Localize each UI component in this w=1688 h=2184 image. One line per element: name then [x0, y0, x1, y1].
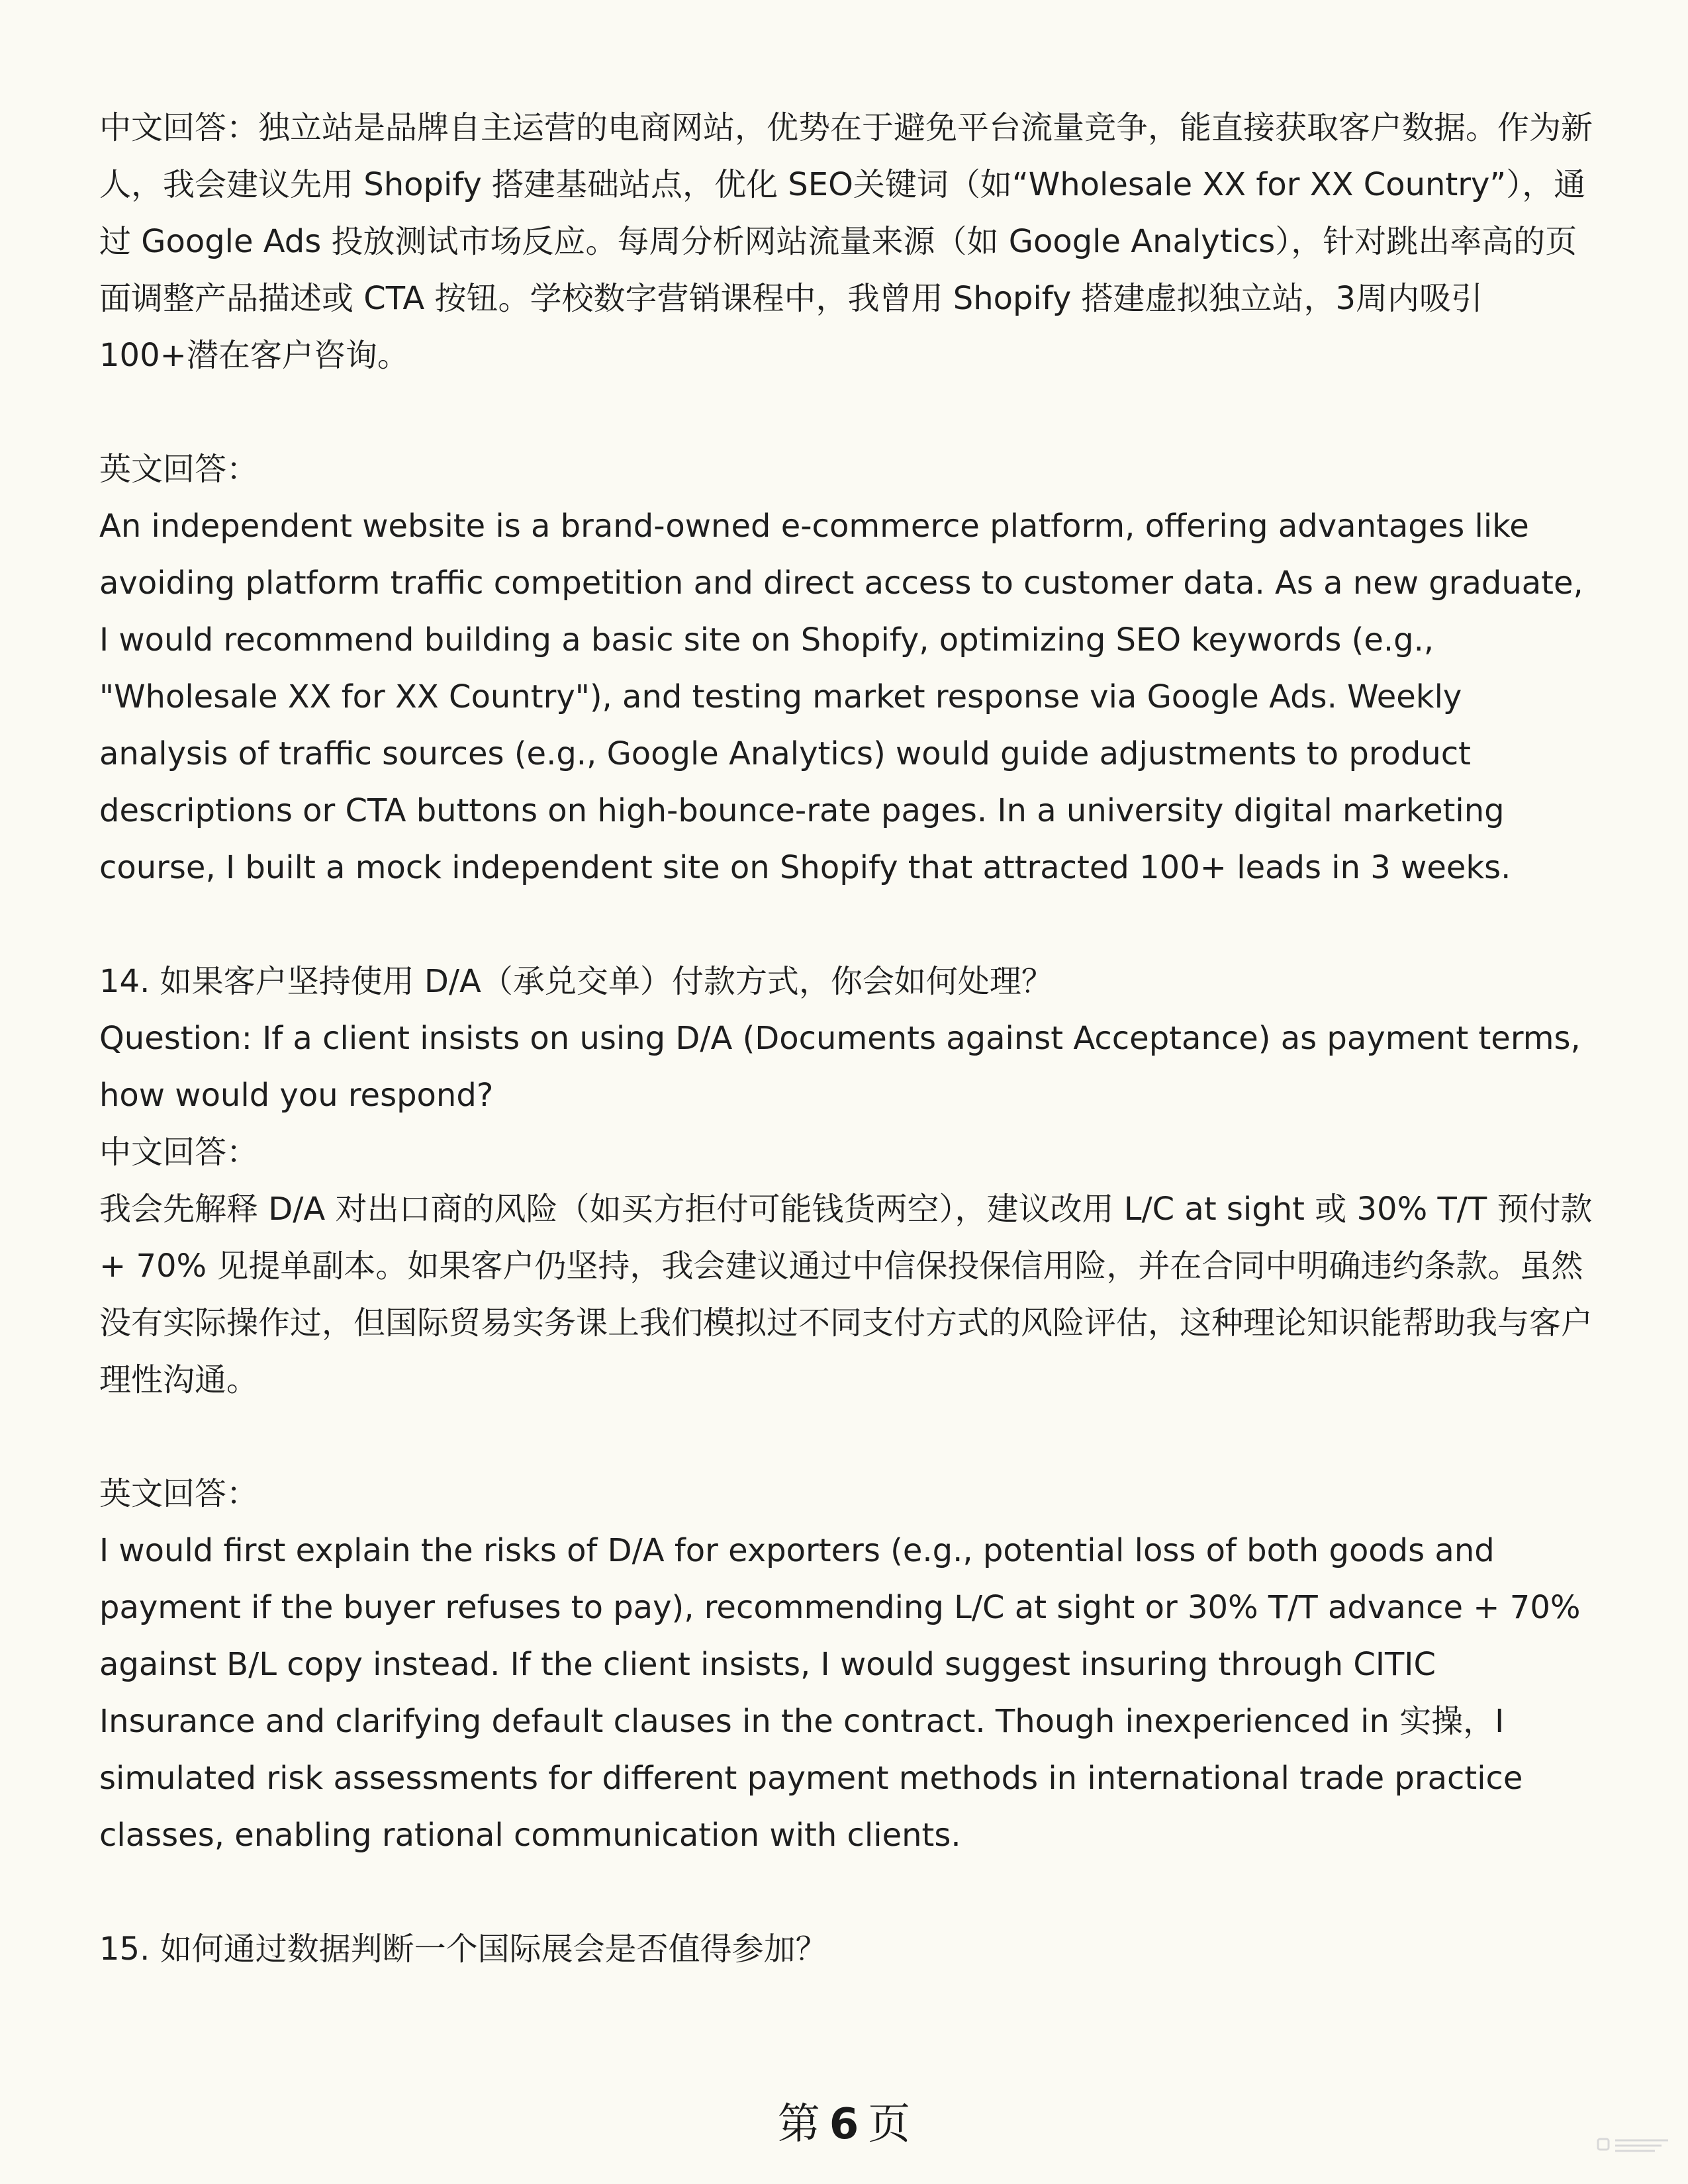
answer-en-label-13: 英文回答：	[99, 451, 259, 488]
answer-cn-13: 中文回答：独立站是品牌自主运营的电商网站，优势在于避免平台流量竞争，能直接获取客户数据。作为新人，我会建议先用 Shopify 搭建基础站点，优化 SEO关键词（如“Wholesale XX for XX Country”），通过 Google Ads 投放测试市场反应。每周分析网站流量来源（如 Google Analytics），针对跳出率高的页面调整产品描述或 CTA 按钮。学校数字营销课程中，我曾用 Shopify 搭建虚拟独立站，3周内吸引100+潜在客户咨询。	[99, 109, 1593, 374]
page-number: 6	[829, 2100, 859, 2149]
answer-en-label-14: 英文回答：	[99, 1475, 259, 1512]
answer-cn-14: 我会先解释 D/A 对出口商的风险（如买方拒付可能钱货两空），建议改用 L/C at sight 或 30% T/T 预付款 + 70% 见提单副本。如果客户仍坚持，我会建议通过中信保投保信用险，并在合同中明确违约条款。虽然没有实际操作过，但国际贸易实务课上我们模拟过不同支付方式的风险评估，这种理论知识能帮助我与客户理性沟通。	[99, 1191, 1593, 1398]
paragraph-gap	[99, 1408, 1595, 1465]
document-body	[99, 99, 1595, 1978]
page-suffix: 页	[868, 2100, 911, 2149]
paragraph-gap	[99, 1864, 1595, 1921]
watermark-icon	[1595, 2124, 1675, 2164]
paragraph-gap	[99, 896, 1595, 953]
answer-cn-label-14: 中文回答：	[99, 1134, 259, 1171]
answer-en-13: An independent website is a brand-owned e-commerce platform, offering advantages like avoiding platform traffic competition and direct access to customer data. As a new graduate, I would recommend building a basic site on Shopify, optimizing SEO keywords (e.g., "Wholesale XX for XX Country"), and testing market response via Google Ads. Weekly analysis of traffic sources (e.g., Google Analytics) would guide adjustments to product descriptions or CTA buttons on high-bounce-rate pages. In a university digital marketing course, I built a mock independent site on Shopify that attracted 100+ leads in 3 weeks.	[99, 508, 1583, 886]
page-footer	[0, 2098, 1688, 2151]
paragraph-gap	[99, 384, 1595, 441]
answer-en-14: I would first explain the risks of D/A for exporters (e.g., potential loss of both goods and payment if the buyer refuses to pay), recommending L/C at sight or 30% T/T advance + 70% against B/L copy instead. If the client insists, I would suggest insuring through CITIC Insurance and clarifying default clauses in the contract. Though inexperienced in 实操，I simulated risk assessments for different payment methods in international trade practice classes, enabling rational communication with clients.	[99, 1532, 1581, 1854]
question-cn-15: 15. 如何通过数据判断一个国际展会是否值得参加？	[99, 1931, 827, 1968]
question-en-14: Question: If a client insists on using D/A (Documents against Acceptance) as payment terms, how would you respond?	[99, 1020, 1581, 1114]
question-cn-14: 14. 如果客户坚持使用 D/A（承兑交单）付款方式，你会如何处理？	[99, 963, 1053, 1000]
page-prefix: 第	[777, 2100, 820, 2149]
